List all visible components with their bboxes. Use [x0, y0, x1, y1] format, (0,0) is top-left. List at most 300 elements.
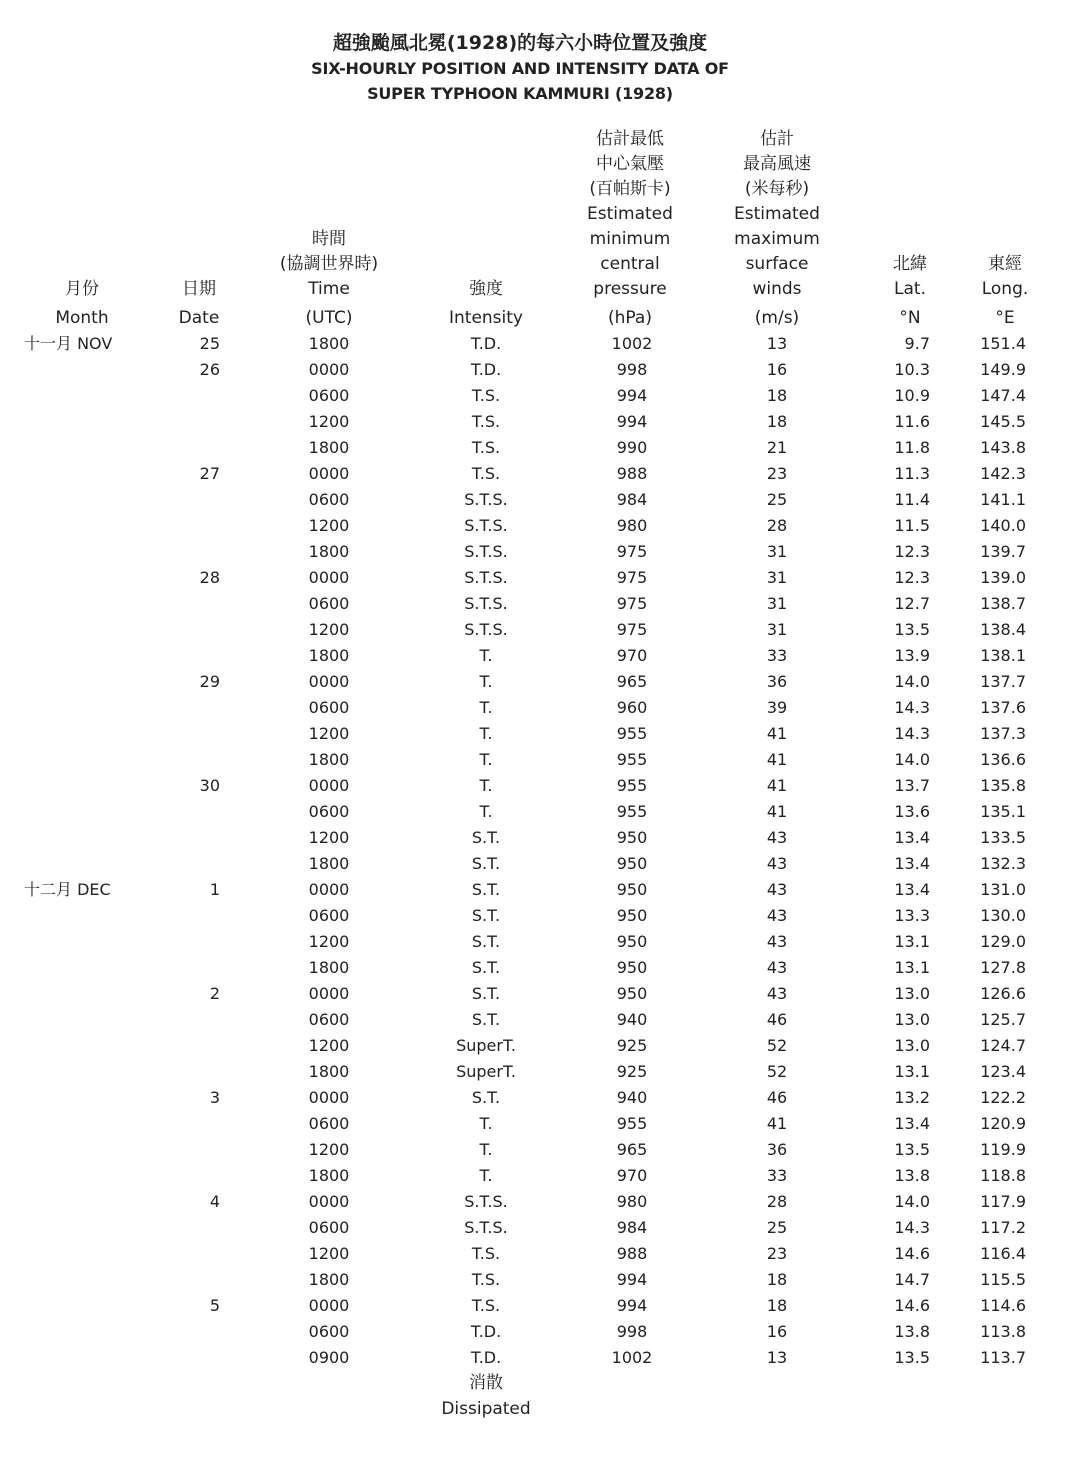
table-row — [0, 461, 1080, 487]
title-english-line-2: SUPER TYPHOON KAMMURI (1928) — [367, 84, 673, 103]
cell-wind: 18 — [766, 412, 788, 431]
cell-pressure: 994 — [616, 1270, 648, 1289]
cell-time: 0000 — [308, 360, 350, 379]
cell-lat: 13.6 — [894, 802, 930, 821]
cell-wind: 43 — [766, 984, 788, 1003]
header-pressure-unit: (hPa) — [608, 308, 652, 328]
cell-pressure: 975 — [616, 594, 648, 613]
table-row — [0, 1007, 1080, 1033]
cell-lat: 11.8 — [894, 438, 930, 457]
cell-time: 0000 — [308, 880, 350, 899]
header-time-en: Time — [308, 279, 350, 299]
cell-lat: 13.1 — [894, 958, 930, 977]
cell-wind: 16 — [766, 360, 788, 379]
cell-lat: 12.3 — [894, 568, 930, 587]
header-pressure-en2: minimum — [589, 229, 671, 249]
cell-time: 1800 — [308, 542, 350, 561]
cell-wind: 33 — [766, 1166, 788, 1185]
cell-wind: 52 — [766, 1062, 788, 1081]
header-winds-en1: Estimated — [734, 204, 820, 224]
cell-wind: 28 — [766, 1192, 788, 1211]
cell-wind: 36 — [766, 672, 788, 691]
cell-time: 1200 — [308, 620, 350, 639]
cell-pressure: 955 — [616, 724, 648, 743]
header-time-unit: (UTC) — [305, 308, 353, 328]
cell-pressure: 998 — [616, 360, 648, 379]
cell-wind: 31 — [766, 620, 788, 639]
cell-lon: 149.9 — [980, 360, 1026, 379]
header-winds-unit: (m/s) — [754, 308, 800, 328]
cell-time: 0000 — [308, 984, 350, 1003]
cell-time: 0000 — [308, 776, 350, 795]
cell-time: 1200 — [308, 724, 350, 743]
cell-wind: 43 — [766, 906, 788, 925]
cell-lat: 13.5 — [894, 620, 930, 639]
cell-wind: 23 — [766, 1244, 788, 1263]
cell-time: 1800 — [308, 958, 350, 977]
table-row — [0, 1137, 1080, 1163]
cell-lon: 139.7 — [980, 542, 1026, 561]
cell-date: 2 — [209, 984, 220, 1003]
cell-intensity: S.T.S. — [464, 1218, 508, 1237]
cell-wind: 33 — [766, 646, 788, 665]
cell-pressure: 988 — [616, 464, 648, 483]
cell-lon: 127.8 — [980, 958, 1026, 977]
table-row — [0, 695, 1080, 721]
cell-intensity: T. — [479, 1140, 493, 1159]
cell-wind: 18 — [766, 386, 788, 405]
cell-pressure: 1002 — [611, 1348, 653, 1367]
table-row — [0, 1293, 1080, 1319]
cell-intensity: T.S. — [471, 1244, 501, 1263]
header-month-zh: 月份 — [65, 279, 99, 299]
table-row — [0, 513, 1080, 539]
cell-intensity: T. — [479, 776, 493, 795]
table-row — [0, 825, 1080, 851]
cell-time: 1800 — [308, 1062, 350, 1081]
cell-lat: 12.3 — [894, 542, 930, 561]
cell-date: 4 — [209, 1192, 220, 1211]
cell-lat: 14.3 — [894, 1218, 930, 1237]
cell-wind: 31 — [766, 542, 788, 561]
cell-time: 0600 — [308, 386, 350, 405]
cell-intensity: S.T.S. — [464, 542, 508, 561]
cell-pressure: 980 — [616, 516, 648, 535]
cell-time: 0600 — [308, 490, 350, 509]
cell-lon: 141.1 — [980, 490, 1026, 509]
cell-lat: 14.3 — [894, 724, 930, 743]
cell-wind: 43 — [766, 932, 788, 951]
cell-lon: 117.2 — [980, 1218, 1026, 1237]
cell-lon: 142.3 — [980, 464, 1026, 483]
cell-wind: 18 — [766, 1270, 788, 1289]
cell-lon: 143.8 — [980, 438, 1026, 457]
cell-pressure: 940 — [616, 1010, 648, 1029]
cell-time: 0000 — [308, 1088, 350, 1107]
table-row — [0, 539, 1080, 565]
cell-lon: 129.0 — [980, 932, 1026, 951]
cell-intensity: T. — [479, 802, 493, 821]
cell-lon: 113.8 — [980, 1322, 1026, 1341]
cell-month: 十一月 NOV — [24, 334, 113, 353]
cell-lon: 123.4 — [980, 1062, 1026, 1081]
cell-pressure: 1002 — [611, 334, 653, 353]
cell-lon: 130.0 — [980, 906, 1026, 925]
cell-pressure: 955 — [616, 1114, 648, 1133]
cell-time: 1200 — [308, 932, 350, 951]
header-winds-en3: surface — [745, 254, 809, 274]
cell-lat: 13.7 — [894, 776, 930, 795]
table-row — [0, 903, 1080, 929]
header-lon-en: Long. — [981, 279, 1029, 299]
cell-time: 0000 — [308, 464, 350, 483]
cell-pressure: 965 — [616, 1140, 648, 1159]
header-winds-en2: maximum — [734, 229, 820, 249]
cell-intensity: T.D. — [470, 1322, 502, 1341]
cell-lon: 137.7 — [980, 672, 1026, 691]
cell-lat: 11.3 — [894, 464, 930, 483]
header-pressure-en4: pressure — [593, 279, 667, 299]
header-intensity — [426, 277, 546, 331]
cell-lon: 132.3 — [980, 854, 1026, 873]
table-row — [0, 487, 1080, 513]
cell-pressure: 950 — [616, 984, 648, 1003]
cell-wind: 41 — [766, 802, 788, 821]
cell-pressure: 955 — [616, 750, 648, 769]
cell-intensity: S.T. — [471, 1010, 501, 1029]
table-row — [0, 1163, 1080, 1189]
cell-intensity: T.S. — [471, 1296, 501, 1315]
cell-lon: 118.8 — [980, 1166, 1026, 1185]
header-month — [32, 277, 132, 331]
cell-lat: 10.9 — [894, 386, 930, 405]
cell-pressure: 984 — [616, 1218, 648, 1237]
cell-time: 1200 — [308, 1244, 350, 1263]
cell-pressure: 950 — [616, 828, 648, 847]
cell-pressure: 990 — [616, 438, 648, 457]
cell-date: 26 — [199, 360, 220, 379]
cell-intensity: S.T.S. — [464, 516, 508, 535]
cell-time: 1800 — [308, 1166, 350, 1185]
table-row — [0, 617, 1080, 643]
cell-pressure: 955 — [616, 776, 648, 795]
cell-pressure: 994 — [616, 386, 648, 405]
cell-time: 0000 — [308, 672, 350, 691]
header-date-en: Date — [178, 308, 220, 328]
header-time-zh1: 時間 — [312, 229, 346, 249]
header-date-zh: 日期 — [182, 279, 216, 299]
cell-date: 5 — [209, 1296, 220, 1315]
header-winds — [717, 127, 837, 331]
cell-lat: 10.3 — [894, 360, 930, 379]
cell-lat: 13.9 — [894, 646, 930, 665]
cell-time: 0600 — [308, 802, 350, 821]
cell-pressure: 960 — [616, 698, 648, 717]
header-pressure-zh1: 估計最低 — [596, 129, 664, 149]
cell-pressure: 984 — [616, 490, 648, 509]
cell-lon: 116.4 — [980, 1244, 1026, 1263]
cell-intensity: T. — [479, 1166, 493, 1185]
cell-date: 3 — [209, 1088, 220, 1107]
cell-wind: 23 — [766, 464, 788, 483]
cell-pressure: 994 — [616, 1296, 648, 1315]
cell-time: 1200 — [308, 1140, 350, 1159]
dissipated-zh: 消散 — [469, 1373, 503, 1393]
cell-lon: 147.4 — [980, 386, 1026, 405]
cell-lat: 11.6 — [894, 412, 930, 431]
header-lat-unit: °N — [899, 308, 921, 328]
cell-time: 0600 — [308, 698, 350, 717]
cell-intensity: S.T. — [471, 984, 501, 1003]
cell-lon: 138.1 — [980, 646, 1026, 665]
cell-intensity: T.S. — [471, 438, 501, 457]
cell-intensity: T. — [479, 750, 493, 769]
header-pressure — [570, 127, 690, 331]
cell-lon: 120.9 — [980, 1114, 1026, 1133]
cell-wind: 13 — [766, 1348, 788, 1367]
cell-intensity: S.T. — [471, 932, 501, 951]
header-time-zh2: (協調世界時) — [279, 254, 379, 274]
cell-wind: 25 — [766, 490, 788, 509]
cell-lon: 125.7 — [980, 1010, 1026, 1029]
cell-lat: 13.2 — [894, 1088, 930, 1107]
cell-intensity: T. — [479, 724, 493, 743]
cell-time: 1800 — [308, 1270, 350, 1289]
cell-lat: 13.4 — [894, 854, 930, 873]
cell-lat: 14.0 — [894, 672, 930, 691]
document-title — [0, 30, 1040, 106]
cell-pressure: 970 — [616, 1166, 648, 1185]
cell-time: 0600 — [308, 1114, 350, 1133]
table-row — [0, 1059, 1080, 1085]
cell-lat: 14.6 — [894, 1244, 930, 1263]
table-row — [0, 591, 1080, 617]
header-lon-unit: °E — [995, 308, 1015, 328]
cell-lat: 13.8 — [894, 1322, 930, 1341]
cell-pressure: 998 — [616, 1322, 648, 1341]
table-row — [0, 981, 1080, 1007]
cell-lat: 11.5 — [894, 516, 930, 535]
cell-intensity: T. — [479, 672, 493, 691]
cell-intensity: S.T.S. — [464, 490, 508, 509]
table-row — [0, 383, 1080, 409]
table-row — [0, 1085, 1080, 1111]
cell-wind: 43 — [766, 854, 788, 873]
cell-intensity: S.T. — [471, 854, 501, 873]
header-pressure-zh2: 中心氣壓 — [596, 154, 664, 174]
cell-intensity: S.T. — [471, 880, 501, 899]
cell-wind: 31 — [766, 568, 788, 587]
cell-intensity: T.S. — [471, 464, 501, 483]
cell-lon: 140.0 — [980, 516, 1026, 535]
cell-intensity: S.T.S. — [464, 568, 508, 587]
cell-lat: 13.3 — [894, 906, 930, 925]
cell-time: 0600 — [308, 906, 350, 925]
table-row — [0, 409, 1080, 435]
cell-time: 0900 — [308, 1348, 350, 1367]
cell-wind: 39 — [766, 698, 788, 717]
cell-wind: 25 — [766, 1218, 788, 1237]
cell-lon: 113.7 — [980, 1348, 1026, 1367]
cell-time: 0000 — [308, 1296, 350, 1315]
cell-intensity: T.S. — [471, 412, 501, 431]
cell-wind: 46 — [766, 1088, 788, 1107]
cell-lat: 13.0 — [894, 1036, 930, 1055]
table-row — [0, 929, 1080, 955]
cell-pressure: 975 — [616, 620, 648, 639]
header-intensity-en: Intensity — [449, 308, 523, 328]
title-english-line-1: SIX-HOURLY POSITION AND INTENSITY DATA OF — [311, 59, 729, 78]
cell-time: 0600 — [308, 1322, 350, 1341]
cell-pressure: 970 — [616, 646, 648, 665]
cell-intensity: T.D. — [470, 334, 502, 353]
cell-lon: 133.5 — [980, 828, 1026, 847]
table-row — [0, 565, 1080, 591]
cell-wind: 43 — [766, 958, 788, 977]
cell-lon: 115.5 — [980, 1270, 1026, 1289]
table-row — [0, 955, 1080, 981]
cell-pressure: 975 — [616, 542, 648, 561]
cell-pressure: 994 — [616, 412, 648, 431]
cell-lon: 117.9 — [980, 1192, 1026, 1211]
header-lat-en: Lat. — [894, 279, 926, 299]
cell-month: 十二月 DEC — [24, 880, 111, 899]
cell-intensity: T.D. — [470, 1348, 502, 1367]
cell-wind: 43 — [766, 880, 788, 899]
cell-intensity: T.S. — [471, 1270, 501, 1289]
cell-wind: 43 — [766, 828, 788, 847]
header-lat — [870, 252, 950, 331]
cell-time: 1800 — [308, 750, 350, 769]
cell-lon: 136.6 — [980, 750, 1026, 769]
cell-intensity: S.T. — [471, 906, 501, 925]
cell-lon: 131.0 — [980, 880, 1026, 899]
cell-lat: 14.3 — [894, 698, 930, 717]
cell-date: 30 — [199, 776, 220, 795]
cell-intensity: S.T. — [471, 828, 501, 847]
header-lon — [965, 252, 1045, 331]
table-row — [0, 721, 1080, 747]
table-row — [0, 799, 1080, 825]
dissipated-note — [426, 1370, 546, 1422]
table-row — [0, 331, 1080, 357]
cell-pressure: 940 — [616, 1088, 648, 1107]
cell-lon: 119.9 — [980, 1140, 1026, 1159]
cell-time: 1800 — [308, 438, 350, 457]
cell-lat: 13.4 — [894, 828, 930, 847]
cell-pressure: 965 — [616, 672, 648, 691]
cell-intensity: T. — [479, 646, 493, 665]
cell-lat: 13.8 — [894, 1166, 930, 1185]
cell-intensity: T. — [479, 698, 493, 717]
table-row — [0, 1033, 1080, 1059]
cell-intensity: S.T.S. — [464, 620, 508, 639]
header-time — [259, 227, 399, 331]
table-row — [0, 435, 1080, 461]
cell-intensity: SuperT. — [456, 1036, 516, 1055]
cell-wind: 41 — [766, 776, 788, 795]
cell-intensity: T.D. — [470, 360, 502, 379]
cell-lon: 137.6 — [980, 698, 1026, 717]
cell-time: 1800 — [308, 334, 350, 353]
cell-time: 0000 — [308, 1192, 350, 1211]
cell-lat: 13.0 — [894, 984, 930, 1003]
cell-intensity: S.T. — [471, 958, 501, 977]
cell-wind: 52 — [766, 1036, 788, 1055]
cell-lat: 14.6 — [894, 1296, 930, 1315]
cell-wind: 13 — [766, 334, 788, 353]
cell-pressure: 975 — [616, 568, 648, 587]
cell-pressure: 950 — [616, 932, 648, 951]
cell-lat: 14.0 — [894, 750, 930, 769]
cell-time: 0600 — [308, 1010, 350, 1029]
cell-wind: 46 — [766, 1010, 788, 1029]
cell-pressure: 988 — [616, 1244, 648, 1263]
header-month-en: Month — [55, 308, 109, 328]
cell-lon: 139.0 — [980, 568, 1026, 587]
cell-lat: 13.1 — [894, 932, 930, 951]
cell-time: 0000 — [308, 568, 350, 587]
cell-time: 1800 — [308, 854, 350, 873]
header-pressure-en1: Estimated — [587, 204, 673, 224]
cell-pressure: 925 — [616, 1062, 648, 1081]
cell-time: 0600 — [308, 1218, 350, 1237]
cell-pressure: 950 — [616, 854, 648, 873]
cell-wind: 18 — [766, 1296, 788, 1315]
cell-lat: 13.0 — [894, 1010, 930, 1029]
table-row — [0, 1345, 1080, 1371]
cell-date: 1 — [209, 880, 220, 899]
cell-lat: 13.5 — [894, 1348, 930, 1367]
cell-lat: 11.4 — [894, 490, 930, 509]
cell-lon: 145.5 — [980, 412, 1026, 431]
cell-wind: 21 — [766, 438, 788, 457]
header-winds-zh1: 估計 — [760, 129, 794, 149]
cell-wind: 41 — [766, 750, 788, 769]
header-lat-zh: 北緯 — [893, 254, 927, 274]
cell-intensity: T.S. — [471, 386, 501, 405]
cell-lon: 138.7 — [980, 594, 1026, 613]
cell-pressure: 950 — [616, 880, 648, 899]
cell-date: 27 — [199, 464, 220, 483]
table-row — [0, 747, 1080, 773]
cell-lat: 12.7 — [894, 594, 930, 613]
header-winds-zh3: (米每秒) — [744, 179, 810, 199]
header-winds-en4: winds — [752, 279, 802, 299]
table-row — [0, 851, 1080, 877]
table-row — [0, 1189, 1080, 1215]
cell-intensity: S.T.S. — [464, 594, 508, 613]
cell-time: 1200 — [308, 1036, 350, 1055]
table-row — [0, 1241, 1080, 1267]
cell-date: 28 — [199, 568, 220, 587]
cell-lat: 13.1 — [894, 1062, 930, 1081]
cell-time: 1200 — [308, 516, 350, 535]
cell-lon: 126.6 — [980, 984, 1026, 1003]
cell-wind: 41 — [766, 724, 788, 743]
cell-intensity: S.T. — [471, 1088, 501, 1107]
cell-lon: 138.4 — [980, 620, 1026, 639]
table-row — [0, 669, 1080, 695]
cell-time: 1200 — [308, 828, 350, 847]
cell-lon: 135.1 — [980, 802, 1026, 821]
cell-date: 29 — [199, 672, 220, 691]
dissipated-en: Dissipated — [441, 1399, 531, 1419]
cell-intensity: T. — [479, 1114, 493, 1133]
cell-lat: 13.4 — [894, 880, 930, 899]
header-intensity-zh: 強度 — [469, 279, 503, 299]
table-row — [0, 1215, 1080, 1241]
